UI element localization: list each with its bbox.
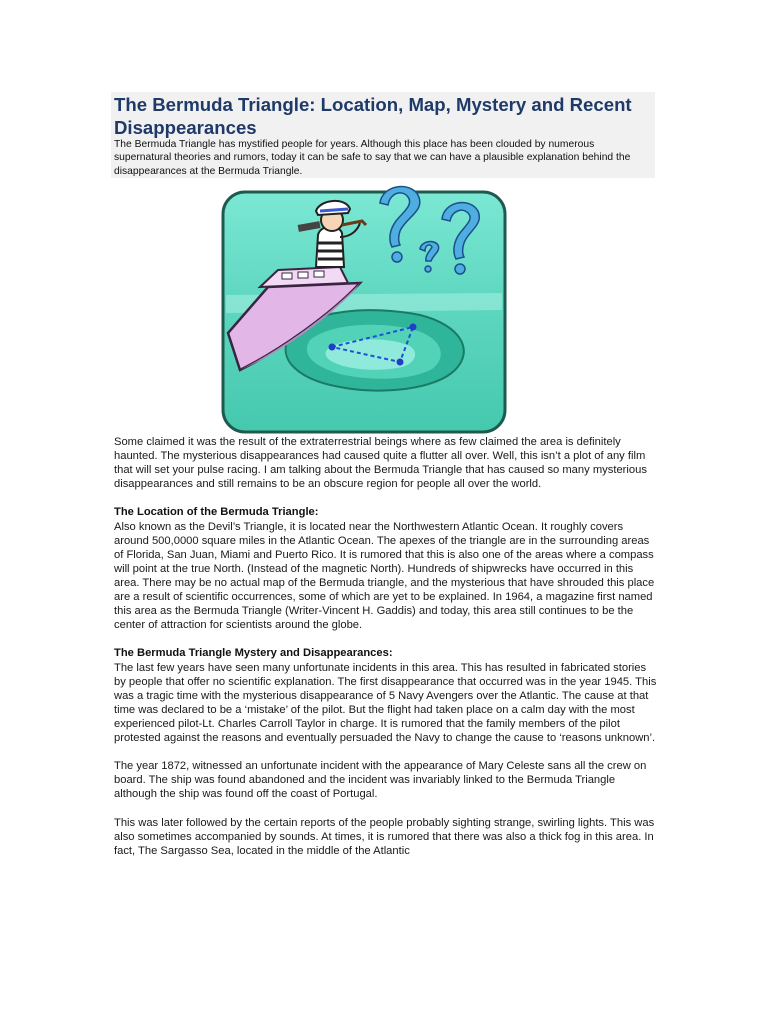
article-body <box>114 435 659 872</box>
bermuda-ship-illustration <box>220 175 510 437</box>
intro-text: The Bermuda Triangle has mystified people for years. Although this place has been clouded by numerous supernatural theories and rumors, today it can be safe to say that we can have a plausible explanation behind the disappearances at the Bermuda Triangle. <box>114 139 631 177</box>
paragraph-lights: This was later followed by the certain reports of the people probably sighting strange, swirling lights. This was also sometimes accompanied by sounds. At times, it is rumored that there was also a thick fog in this area. In fact, The Sargasso Sea, located in the middle of the Atlantic <box>114 816 655 857</box>
paragraph-location: Also known as the Devil’s Triangle, it is located near the Northwestern Atlantic Ocean. It roughly covers around 500,0000 square miles in the Atlantic Ocean. The apexes of the triangle are in the surrounding areas of Florida, San Juan, Miami and Puerto Rico. It is rumored that this is also one of the areas where a compass will point at the true North. (Instead of the magnetic North). Hundreds of shipwrecks have occurred in this area. There may be no actual map of the Bermuda triangle, and the mysterious that have shrouded this place are a result of scientific occurrences, some of which are yet to be explained. In 1964, a magazine first named this area as the Bermuda Triangle (Writer-Vincent H. Gaddis) and today, this area still continues to be the center of attraction for scientists around the globe. <box>114 520 655 632</box>
paragraph-intro-claims: Some claimed it was the result of the extraterrestrial beings where as few claimed the area is definitely haunted. The mysterious disappearances had caused quite a flutter all over. Well, this isn’t a plot of any film that will set your pulse racing. I am talking about the Bermuda Triangle that has caused so many mysterious disappearances and still remains to be an obscure region for people all over the world. <box>114 436 647 491</box>
page-title: The Bermuda Triangle: Location, Map, Mystery and Recent Disappearances <box>114 94 632 138</box>
section-heading-location: The Location of the Bermuda Triangle: <box>114 506 319 519</box>
section-heading-mystery: The Bermuda Triangle Mystery and Disappearances: <box>114 647 393 660</box>
paragraph-mystery: The last few years have seen many unfortunate incidents in this area. This has resulted in fabricated stories by people that offer no scientific explanation. The first disappearance that occurred was in the year 1945. This was a tragic time with the mysterious disappearance of 5 Navy Avengers over the Atlantic. The cause at that time was declared to be a ‘mistake’ of the pilot. But the flight had taken place on a calm day with the most experienced pilot-Lt. Charles Carroll Taylor in charge. It is rumored that the family members of the pilot protested against the reasons and eventually persuaded the Navy to change the cause to ‘reasons unknown’. <box>114 661 657 744</box>
paragraph-1872: The year 1872, witnessed an unfortunate incident with the appearance of Mary Celeste sans all the crew on board. The ship was found abandoned and the incident was invariably linked to the Bermuda Triangle although the ship was found off the coast of Portugal. <box>114 760 647 801</box>
